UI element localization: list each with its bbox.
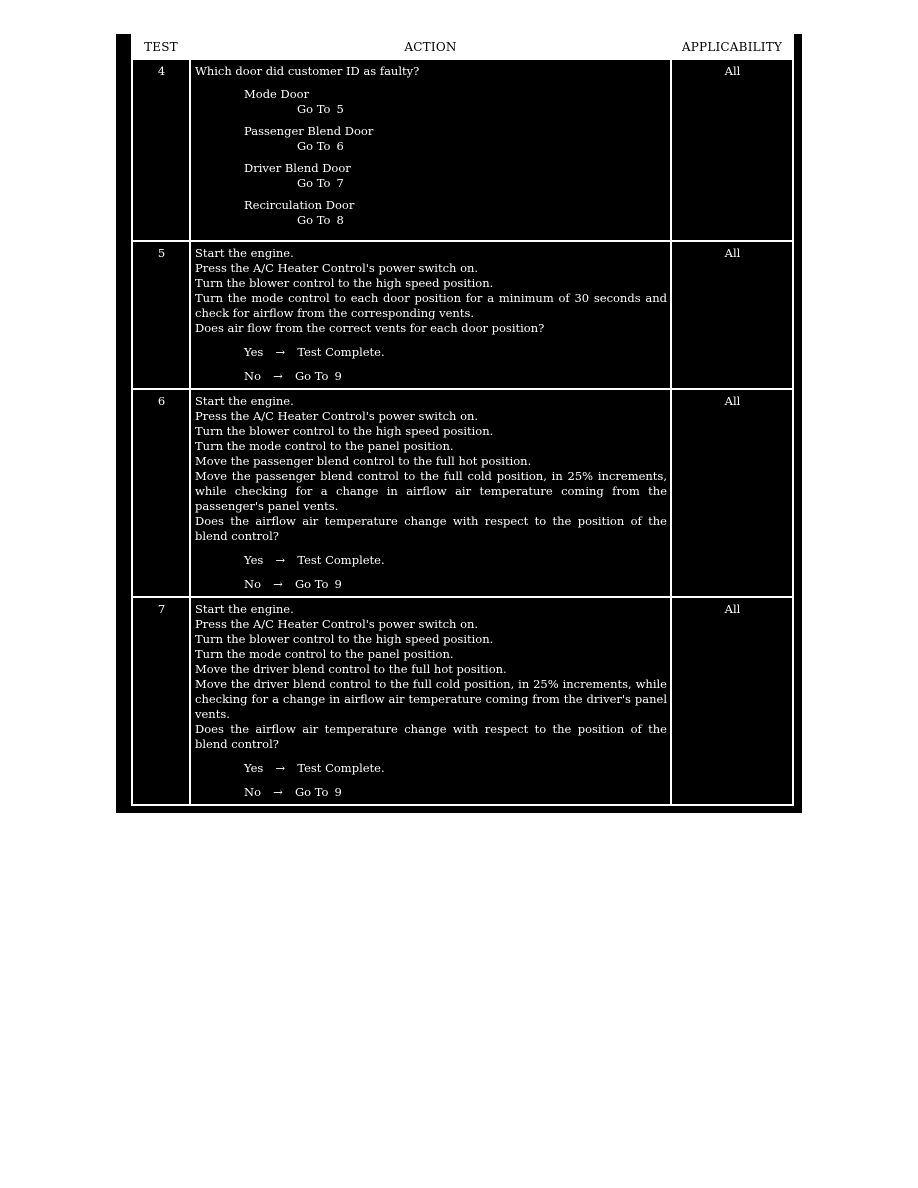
step-text: Press the A/C Heater Control's power switch on. <box>195 261 479 275</box>
right-arrow-icon: → <box>275 345 286 359</box>
action-cell <box>190 597 671 805</box>
test-number: 5 <box>132 241 190 389</box>
yes-outcome[interactable] <box>195 553 667 568</box>
goto-text: Go To <box>297 176 331 190</box>
yes-label: Yes <box>244 553 264 567</box>
goto-target: 8 <box>336 213 344 227</box>
header-action: ACTION <box>190 35 671 59</box>
goto-target: 9 <box>334 369 342 383</box>
header-test: TEST <box>132 35 190 59</box>
step-text: Turn the blower control to the high speed position. <box>195 424 494 438</box>
door-options <box>195 87 667 228</box>
question-text: Does the airflow air temperature change with respect to the position of the blend control? <box>195 514 667 543</box>
outcome-text: Test Complete. <box>297 553 385 567</box>
step-text: Start the engine. <box>195 394 294 408</box>
test-number: 6 <box>132 389 190 597</box>
action-cell <box>190 59 671 241</box>
right-arrow-icon: → <box>273 577 283 591</box>
goto-link[interactable] <box>244 213 667 228</box>
goto-link[interactable] <box>244 176 667 191</box>
question-text: Which door did customer ID as faulty? <box>195 64 420 78</box>
list-item <box>244 87 667 117</box>
outcome-text: Go To <box>295 369 329 383</box>
table-header-row <box>132 35 793 59</box>
step-text: Move the driver blend control to the full hot position. <box>195 662 507 676</box>
step-text: Move the passenger blend control to the full cold position, in 25% increments, while checking for a change in airflow air temperature coming from the passenger's panel vents. <box>195 469 667 513</box>
no-label: No <box>244 785 261 799</box>
applicability-cell: All <box>671 597 793 805</box>
no-outcome[interactable] <box>195 369 667 384</box>
goto-link[interactable] <box>244 139 667 154</box>
option-label: Passenger Blend Door <box>244 124 374 138</box>
applicability-cell: All <box>671 389 793 597</box>
test-number: 4 <box>132 59 190 241</box>
step-text: Turn the blower control to the high speed position. <box>195 632 494 646</box>
applicability-cell: All <box>671 241 793 389</box>
list-item <box>244 124 667 154</box>
goto-target: 7 <box>336 176 344 190</box>
question-text: Does air flow from the correct vents for each door position? <box>195 321 545 335</box>
question-text: Does the airflow air temperature change with respect to the position of the blend control? <box>195 722 667 751</box>
goto-text: Go To <box>297 139 331 153</box>
applicability-cell: All <box>671 59 793 241</box>
goto-link[interactable] <box>244 102 667 117</box>
yes-label: Yes <box>244 345 264 359</box>
no-label: No <box>244 577 261 591</box>
option-label: Recirculation Door <box>244 198 355 212</box>
outcome-text: Test Complete. <box>297 761 385 775</box>
right-arrow-icon: → <box>273 369 283 383</box>
list-item <box>244 161 667 191</box>
table-row <box>132 389 793 597</box>
goto-target: 6 <box>336 139 344 153</box>
table-row <box>132 241 793 389</box>
diagnostic-table <box>131 34 794 806</box>
step-text: Start the engine. <box>195 246 294 260</box>
no-label: No <box>244 369 261 383</box>
diagnostic-page <box>116 34 802 813</box>
outcome-text: Go To <box>295 577 329 591</box>
goto-target: 9 <box>334 785 342 799</box>
test-number: 7 <box>132 597 190 805</box>
right-arrow-icon: → <box>273 785 283 799</box>
step-text: Turn the mode control to the panel position. <box>195 647 454 661</box>
goto-target: 5 <box>336 102 344 116</box>
header-applicability: APPLICABILITY <box>671 35 793 59</box>
goto-text: Go To <box>297 213 331 227</box>
outcome-text: Go To <box>295 785 329 799</box>
no-outcome[interactable] <box>195 785 667 800</box>
action-cell <box>190 241 671 389</box>
right-arrow-icon: → <box>275 553 286 567</box>
table-row <box>132 597 793 805</box>
outcome-text: Test Complete. <box>297 345 385 359</box>
step-text: Press the A/C Heater Control's power switch on. <box>195 409 479 423</box>
action-cell <box>190 389 671 597</box>
step-text: Start the engine. <box>195 602 294 616</box>
step-text: Press the A/C Heater Control's power switch on. <box>195 617 479 631</box>
goto-target: 9 <box>334 577 342 591</box>
option-label: Driver Blend Door <box>244 161 351 175</box>
step-text: Turn the mode control to the panel position. <box>195 439 454 453</box>
goto-text: Go To <box>297 102 331 116</box>
step-text: Turn the mode control to each door position for a minimum of 30 seconds and check for airflow from the corresponding vents. <box>195 291 667 320</box>
list-item <box>244 198 667 228</box>
table-row <box>132 59 793 241</box>
yes-outcome[interactable] <box>195 761 667 776</box>
step-text: Move the driver blend control to the full cold position, in 25% increments, while checking for a change in airflow air temperature coming from the driver's panel vents. <box>195 677 667 721</box>
step-text: Move the passenger blend control to the full hot position. <box>195 454 532 468</box>
option-label: Mode Door <box>244 87 310 101</box>
no-outcome[interactable] <box>195 577 667 592</box>
step-text: Turn the blower control to the high speed position. <box>195 276 494 290</box>
yes-label: Yes <box>244 761 264 775</box>
yes-outcome[interactable] <box>195 345 667 360</box>
right-arrow-icon: → <box>275 761 286 775</box>
